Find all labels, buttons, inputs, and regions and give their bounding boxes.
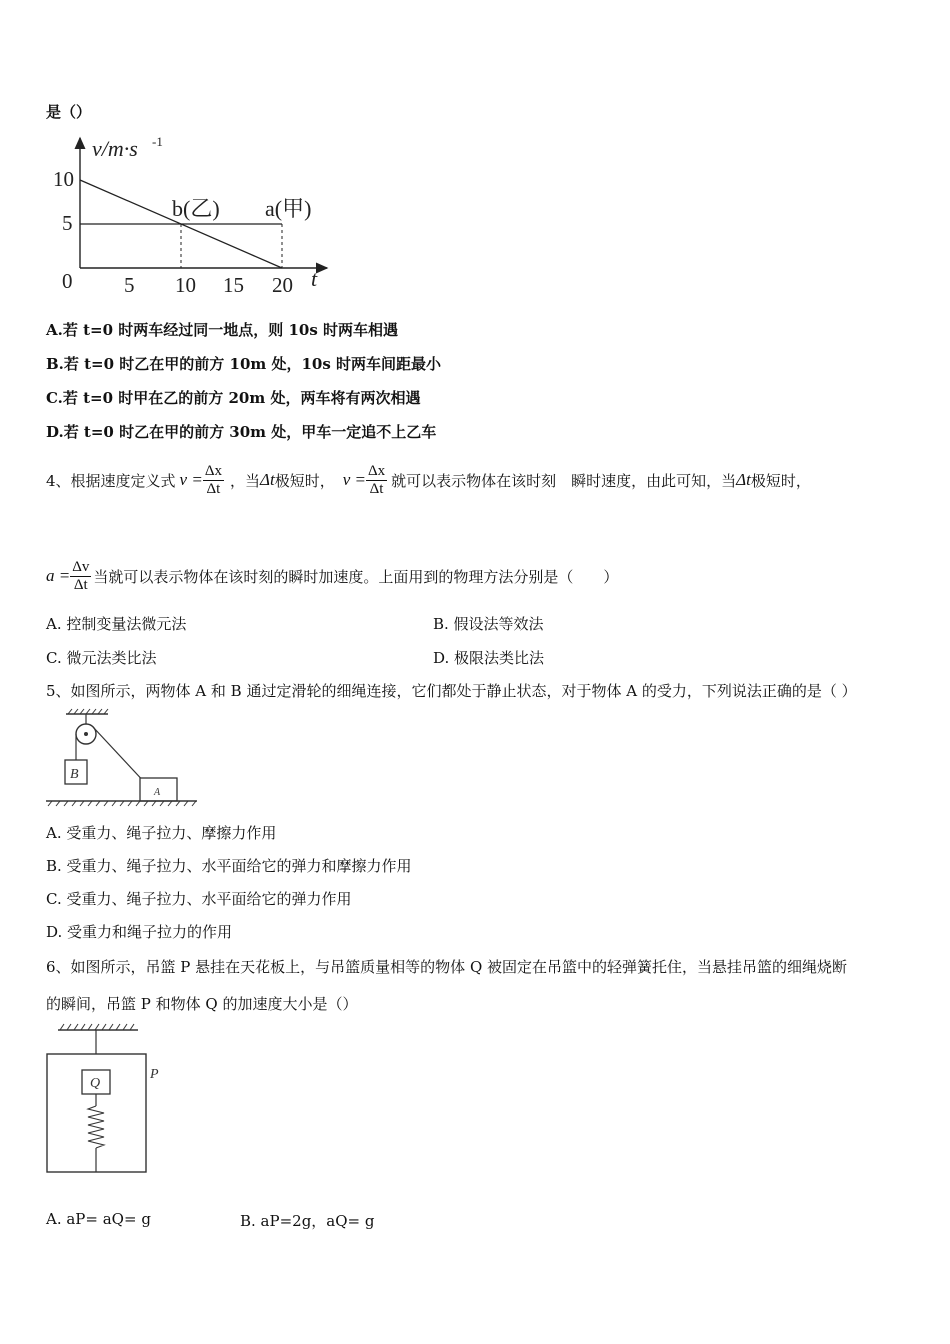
q4-text: 当就可以表示物体在该时刻的瞬时加速度。上面用到的物理方法分别是（ ） [93,567,619,586]
y-tick-label: 5 [62,211,73,235]
q4-option-c[interactable]: C. 微元法类比法 [46,649,157,667]
q4-text: ，当 [229,471,260,490]
q3-option-d[interactable]: D.若 t=0 时乙在甲的前方 30m 处，甲车一定追不上乙车 [46,423,437,441]
x-tick-label: 5 [124,273,135,297]
y-axis-label-sup: -1 [152,134,163,149]
svg-text:B: B [70,767,79,782]
q4-formula-lhs: a = [46,566,71,585]
pulley-diagram [44,708,204,808]
y-tick-label: 10 [53,167,74,191]
x-tick-label: 15 [223,273,244,297]
q4-text: 就可以表示物体在该时刻 瞬时速度，由此可知，当 [391,471,737,490]
q3-option-a[interactable]: A.若 t=0 时两车经过同一地点，则 10s 时两车相遇 [46,321,399,339]
q3-option-b[interactable]: B.若 t=0 时乙在甲的前方 10m 处，10s 时两车间距最小 [46,355,442,373]
x-axis-label: t [311,266,318,291]
q4-delta-t: Δt [736,470,751,489]
q4-option-b[interactable]: B. 假设法等效法 [433,615,544,633]
x-tick-label: 20 [272,273,293,297]
q3-option-c[interactable]: C.若 t=0 时甲在乙的前方 20m 处，两车将有两次相遇 [46,389,421,407]
q4-formula-lhs: v = [342,470,366,489]
q4-stem-line2 [46,552,618,600]
y-axis-label: v/m·s [92,136,138,161]
basket-diagram [42,1020,172,1180]
q4-formula-lhs: v = [179,470,203,489]
q5-stem: 5、如图所示，两物体 A 和 B 通过定滑轮的细绳连接，它们都处于静止状态，对于物体 A 的受力，下列说法正确的是（ ） [46,682,857,700]
svg-text:A: A [154,787,161,798]
svg-text:P: P [150,1067,159,1082]
q6-stem-line1: 6、如图所示，吊篮 P 悬挂在天花板上，与吊篮质量相等的物体 Q 被固定在吊篮中的轻弹簧托住，当悬挂吊篮的细绳烧断 [46,958,848,976]
series-label-a: a(甲) [265,196,312,221]
q4-fraction: $\frac{\Delta x}{\Delta t}$ [368,462,386,497]
q5-option-b[interactable]: B. 受重力、绳子拉力、水平面给它的弹力和摩擦力作用 [46,857,412,875]
q5-option-c[interactable]: C. 受重力、绳子拉力、水平面给它的弹力作用 [46,890,352,908]
q4-fraction: $\frac{\Delta v}{\Delta t}$ [72,558,90,593]
origin-label: 0 [62,269,73,293]
q4-text: 极短时， [274,471,335,490]
q4-text: 极短时， [750,471,811,490]
vt-chart [44,132,344,302]
q4-fraction: $\frac{\Delta x}{\Delta t}$ [204,462,222,497]
q4-option-d[interactable]: D. 极限法类比法 [433,649,545,667]
series-label-b: b(乙) [172,196,220,221]
q6-stem-line2: 的瞬间，吊篮 P 和物体 Q 的加速度大小是（） [46,995,358,1013]
q5-option-d[interactable]: D. 受重力和绳子拉力的作用 [46,923,233,941]
q3-stem-tail: 是（） [46,103,92,121]
svg-text:Q: Q [90,1076,101,1091]
q6-option-a[interactable]: A. aP= aQ= g [46,1210,151,1228]
q5-option-a[interactable]: A. 受重力、绳子拉力、摩擦力作用 [46,824,277,842]
q4-delta-t: Δt [260,470,275,489]
q6-option-b[interactable]: B. aP=2g，aQ= g [240,1212,375,1230]
q4-stem-line1 [46,456,811,504]
q4-text: 4、根据速度定义式 [46,471,176,490]
q4-option-a[interactable]: A. 控制变量法微元法 [46,615,187,633]
x-tick-label: 10 [175,273,196,297]
